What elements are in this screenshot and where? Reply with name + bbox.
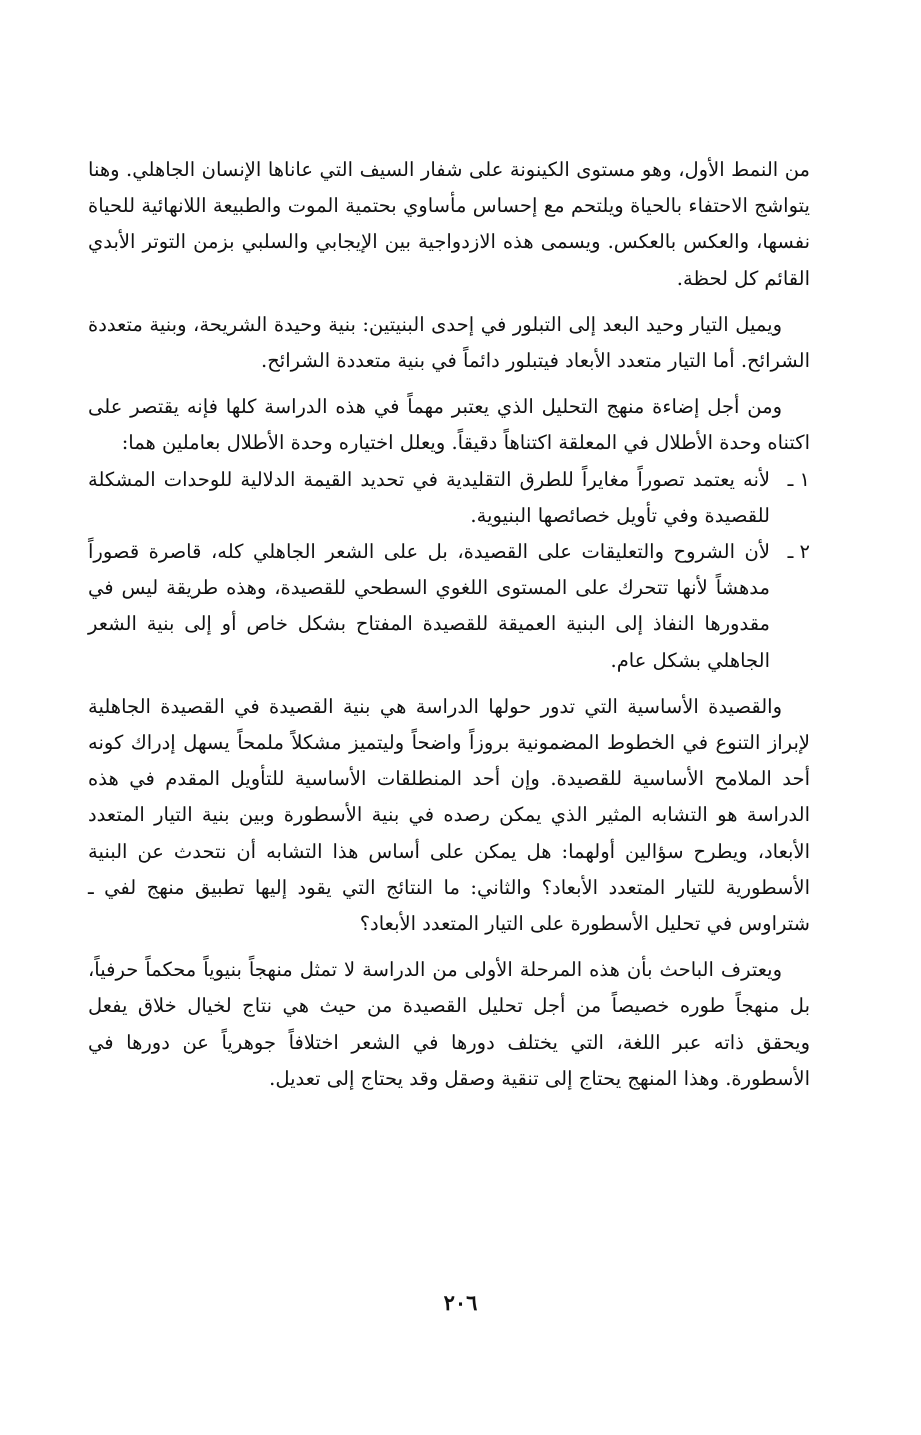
paragraph-1: من النمط الأول، وهو مستوى الكينونة على شفار السيف التي عاناها الإنسان الجاهلي. وهنا يتواشج الاحتفاء بالحياة ويلتحم مع إحساس مأساوي بحتمية الموت والطبيعة اللانهائية للحياة نفسها، والعكس بالعكس. ويسمى هذه الازدواجية بين الإيجابي والسلبي بزمن التوتر الأبدي القائم كل لحظة. <box>88 158 810 290</box>
paragraph-gap <box>88 297 810 307</box>
list-item-1 <box>88 462 810 534</box>
list-item-number: ٢ ـ <box>787 540 810 564</box>
paragraph-3: ومن أجل إضاءة منهج التحليل الذي يعتبر مهماً في هذه الدراسة كلها فإنه يقتصر على اكتناه وحدة الأطلال في المعلقة اكتناهاً دقيقاً. ويعلل اختياره وحدة الأطلال بعاملين هما: <box>88 395 810 455</box>
list-item-text: لأن الشروح والتعليقات على القصيدة، بل على الشعر الجاهلي كله، قاصرة قصوراً مدهشاً لأنها تتحرك على المستوى اللغوي السطحي للقصيدة، وهذه طريقة ليس في مقدورها النفاذ إلى البنية العميقة للقصيدة المفتاح بشكل خاص أو إلى بنية الشعر الجاهلي بشكل عام. <box>88 540 770 672</box>
paragraph-2: ويميل التيار وحيد البعد إلى التبلور في إحدى البنيتين: بنية وحيدة الشريحة، وبنية متعددة الشرائح. أما التيار متعدد الأبعاد فيتبلور دائماً في بنية متعددة الشرائح. <box>88 312 810 373</box>
page-body <box>88 152 810 1097</box>
paragraph-4: والقصيدة الأساسية التي تدور حولها الدراسة هي بنية القصيدة في القصيدة الجاهلية لإبراز التنوع في الخطوط المضمونية بروزاً واضحاً وليتميز مشكلاً ملمحاً يسهل إدراك كونه أحد الملامح الأساسية للقصيدة. وإن أحد المنطلقات الأساسية للتأويل المقدم في هذه الدراسة هو التشابه المثير الذي يمكن رصده في بنية الأسطورة وبين بنية التيار المتعدد الأبعاد، ويطرح سؤالين أولهما: هل يمكن على أساس هذا التشابه أن نتحدث عن البنية الأسطورية للتيار المتعدد الأبعاد؟ والثاني: ما النتائج التي يقود إليها تطبيق منهج لفي ـ شتراوس في تحليل الأسطورة على التيار المتعدد الأبعاد؟ <box>88 694 810 936</box>
list-item-text: لأنه يعتمد تصوراً مغايراً للطرق التقليدية في تحديد القيمة الدلالية للوحدات المشكلة للقصيدة وفي تأويل خصائصها البنيوية. <box>88 467 770 527</box>
paragraph-gap <box>88 942 810 952</box>
list-item-number: ١ ـ <box>787 467 810 491</box>
paragraph-gap <box>88 679 810 689</box>
list-item-2 <box>88 534 810 679</box>
paragraph-gap <box>88 379 810 389</box>
paragraph-5: ويعترف الباحث بأن هذه المرحلة الأولى من الدراسة لا تمثل منهجاً بنيوياً محكماً حرفياً، بل منهجاً طوره خصيصاً من أجل تحليل القصيدة من حيث هي نتاج لخيال خلاق يفعل ويحقق ذاته عبر اللغة، التي يختلف دورها في الشعر اختلافاً جوهرياً عن دورها في الأسطورة. وهذا المنهج يحتاج إلى تنقية وصقل وقد يحتاج إلى تعديل. <box>88 958 810 1090</box>
page-number: ٢٠٦ <box>443 1290 478 1315</box>
